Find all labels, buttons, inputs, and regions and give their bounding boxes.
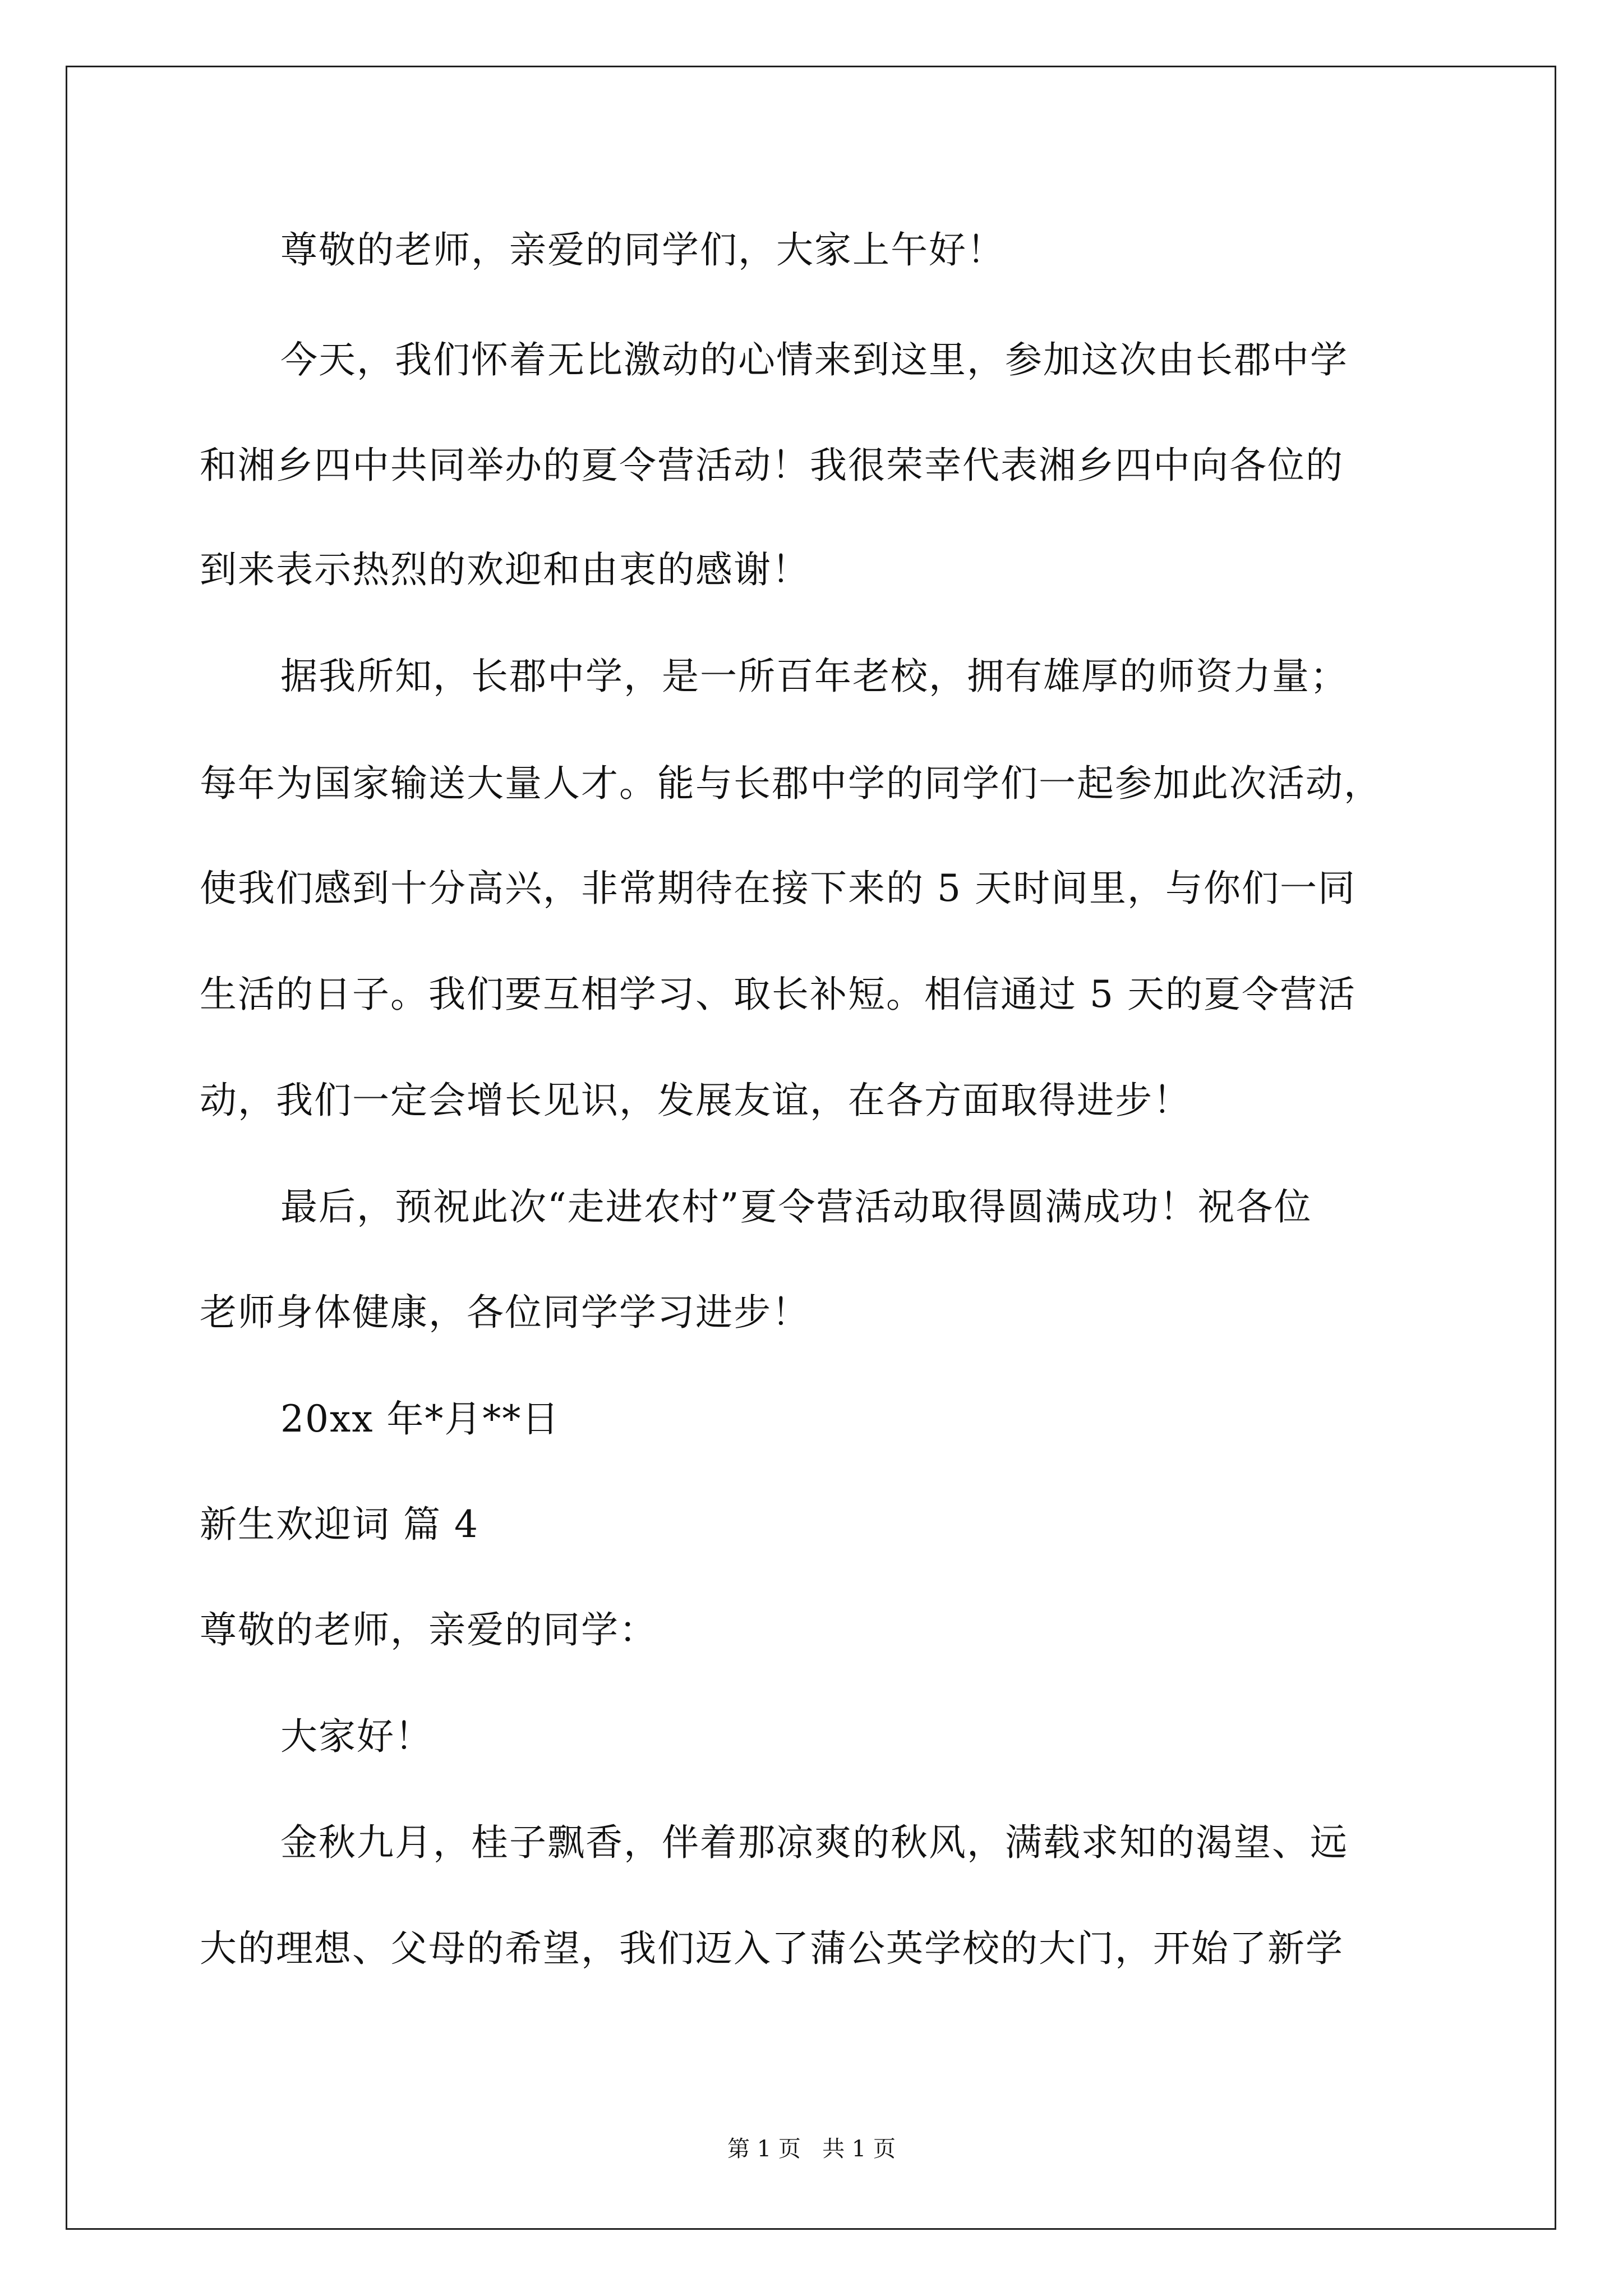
body-line: 今天，我们怀着无比激动的心情来到这里，参加这次由长郡中学 (280, 338, 1348, 381)
body-line: 和湘乡四中共同举办的夏令营活动！我很荣幸代表湘乡四中向各位的 (200, 444, 1344, 487)
body-line: 老师身体健康，各位同学学习进步！ (200, 1291, 810, 1334)
date-line: 20xx 年*月**日 (280, 1397, 560, 1441)
body-line: 最后，预祝此次“走进农村”夏令营活动取得圆满成功！祝各位 (280, 1185, 1312, 1228)
section-heading: 新生欢迎词 篇 4 (200, 1503, 479, 1546)
body-line: 大的理想、父母的希望，我们迈入了蒲公英学校的大门，开始了新学 (200, 1927, 1344, 1970)
body-line: 据我所知，长郡中学，是一所百年老校，拥有雄厚的师资力量； (280, 655, 1348, 698)
body-line: 到来表示热烈的欢迎和由衷的感谢！ (200, 548, 810, 591)
body-line: 金秋九月，桂子飘香，伴着那凉爽的秋风，满载求知的渴望、远 (280, 1821, 1348, 1864)
body-line: 每年为国家输送大量人才。能与长郡中学的同学们一起参加此次活动， (200, 762, 1382, 805)
page-border (66, 66, 1556, 2230)
body-line: 动，我们一定会增长见识，发展友谊，在各方面取得进步！ (200, 1079, 1191, 1122)
page-footer: 第 1 页 共 1 页 (727, 2136, 896, 2162)
body-line: 生活的日子。我们要互相学习、取长补短。相信通过 5 天的夏令营活 (200, 973, 1356, 1016)
salutation-line: 尊敬的老师，亲爱的同学： (200, 1608, 657, 1651)
greeting-line: 大家好！ (280, 1715, 433, 1758)
body-line: 使我们感到十分高兴，非常期待在接下来的 5 天时间里，与你们一同 (200, 867, 1356, 910)
greeting-line: 尊敬的老师，亲爱的同学们，大家上午好！ (280, 228, 1005, 272)
